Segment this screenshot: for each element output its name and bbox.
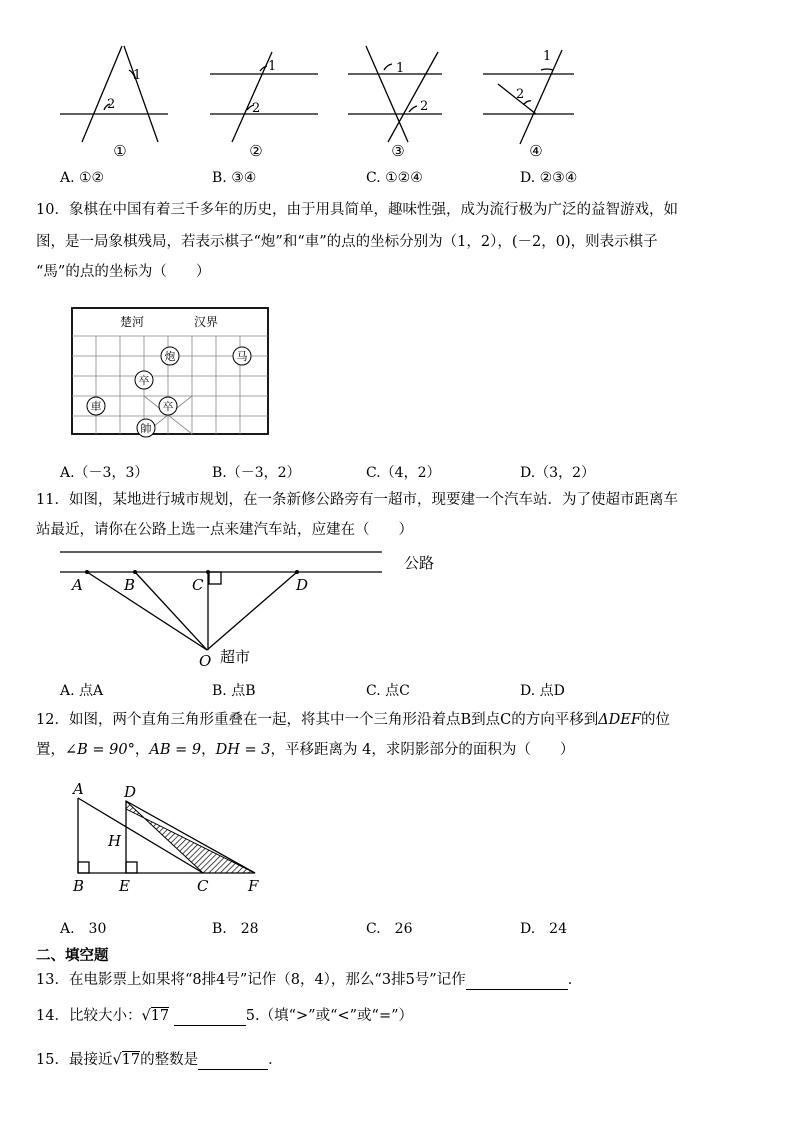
label-b: B [73,877,85,895]
point-a-label: A [72,576,83,594]
q10-stem-line3: “馬”的点的坐标为（ ） [36,264,211,280]
q9-angle2-label: 2 [252,101,261,116]
q11-option-b[interactable]: B. 点B [212,683,256,699]
q11-stem-line2: 站最近，请你在公路上选一点来建汽车站，应建在（ ） [36,522,413,538]
q15-text-mid: 的整数是 [140,1052,199,1068]
label-d: D [124,783,137,801]
q9-option-c[interactable]: C. ①②④ [366,170,423,186]
q9-angle2-label: 2 [107,97,116,112]
q12-text: 12．如图，两个直角三角形重叠在一起，将其中一个三角形沿着点B到点C的方向平移到 [36,712,599,728]
piece-che-label: 車 [90,400,102,413]
q9-angle2-label: 2 [420,99,429,114]
q12-option-a[interactable]: A. 30 [60,921,107,937]
board-river-left: 楚河 [120,315,145,329]
q9-fig1-line [124,46,158,142]
right-angle-mark [209,572,221,584]
q12-math-angle: ∠B = 90° [65,742,135,758]
q11-option-d[interactable]: D. 点D [520,683,565,699]
q9-fig3-arc [409,106,417,112]
q11-option-a[interactable]: A. 点A [60,683,104,699]
q13-end: ． [567,972,583,988]
q12-math-ab: AB = 9 [149,742,202,758]
q9-fig3-caption: ③ [391,142,405,160]
q9-fig1-line [82,46,122,142]
q12-sep: ， [134,742,150,758]
q14-stem [36,1006,413,1026]
piece-shuai-label: 帥 [140,422,152,435]
board-river-right: 汉界 [194,315,219,329]
piece-zu2-label: 卒 [162,400,174,413]
q10-stem-line2: 图，是一局象棋残局，若表示棋子“炮”和“車”的点的坐标分别为（1，2），(－2，0)，则表示棋子 [36,234,658,250]
q13-text: 13．在电影票上如果将“8排4号”记作（8，4），那么“3排5号”记作 [36,972,466,988]
q15-answer-blank[interactable] [198,1053,268,1070]
q12-math-def: ΔDEF [598,712,641,728]
q10-option-d[interactable]: D.（3，2） [520,465,595,481]
point-d-label: D [296,576,309,594]
q12-option-b[interactable]: B. 28 [212,921,259,937]
q9-option-a[interactable]: A. ①② [60,170,105,186]
q9-angle1-label: 1 [268,59,277,74]
q9-fig4-arc [524,101,531,104]
q14-sqrt: √17 [141,1008,170,1024]
q14-text: 14．比较大小： [36,1008,142,1024]
q12-stem-line1 [36,710,670,730]
q9-fig4-caption: ④ [529,142,543,160]
right-angle-e [126,862,137,873]
section-title-fill-blank: 二、填空题 [36,947,109,964]
q10-option-c[interactable]: C.（4，2） [366,465,441,481]
q10-option-b[interactable]: B.（－3，2） [212,465,301,481]
q9-angle2-label: 2 [516,87,525,102]
piece-pao-label: 炮 [164,350,176,363]
label-h: H [108,832,122,850]
q9-option-b[interactable]: B. ③④ [212,170,257,186]
q9-figures [0,0,794,170]
q14-sqrt-radicand: 17 [150,1008,170,1024]
q12-triangles-figure [60,778,280,898]
q9-fig2-caption: ② [249,142,263,160]
q11-stem-line1: 11．如图，某地进行城市规划，在一条新修公路旁有一超市，现要建一个汽车站．为了使超市距离车 [36,492,678,508]
point-o-label: O [199,652,212,670]
q15-sqrt-radicand: 17 [121,1052,141,1068]
q15-end: ． [268,1052,283,1068]
q12-sep: ， [201,742,216,758]
q12-text: 的位 [640,712,670,728]
q10-stem-line1: 10．象棋在中国有着三千多年的历史，由于用具简单，趣味性强，成为流行极为广泛的益智游戏，如 [36,202,678,218]
q13-stem [36,970,582,990]
q13-answer-blank[interactable] [466,973,568,990]
q12-math-dh: DH = 3 [215,742,271,758]
label-c: C [197,877,209,895]
q9-angle1-label: 1 [133,68,142,83]
piece-zu1-label: 卒 [138,374,150,387]
q9-fig4-arc [541,69,553,70]
label-f: F [248,877,259,895]
point-b-label: B [124,576,136,594]
chess-board [60,300,280,445]
segment-oa [87,572,207,650]
q11-road-figure [50,545,470,670]
q15-stem [36,1050,283,1070]
point-c-label: C [192,576,204,594]
q10-option-a[interactable]: A.（－3，3） [60,465,149,481]
q15-text: 15．最接近 [36,1052,113,1068]
q9-fig4-line [520,50,562,144]
q11-option-c[interactable]: C. 点C [366,683,410,699]
label-e: E [119,877,130,895]
q14-end: 5.（填“>”或“<”或“=”） [245,1008,414,1024]
q12-text: 置， [36,742,65,758]
q9-fig1-caption: ① [113,142,127,160]
q14-answer-blank[interactable] [174,1009,246,1026]
segment-df [126,801,255,873]
piece-ma-label: 马 [236,350,248,363]
q9-angle1-label: 1 [543,49,552,64]
q9-fig2-line [232,52,272,142]
q9-option-d[interactable]: D. ②③④ [520,170,578,186]
q9-fig3-arc [384,64,392,70]
q12-text: ，平移距离为 4，求阴影部分的面积为（ ） [270,742,575,758]
q12-option-d[interactable]: D. 24 [520,921,567,937]
supermarket-label: 超市 [220,648,251,666]
label-a: A [73,780,84,798]
q9-angle1-label: 1 [396,61,405,76]
q12-stem-line2 [36,740,574,760]
q15-sqrt: √17 [112,1052,141,1068]
road-label: 公路 [404,554,435,572]
q12-option-c[interactable]: C. 26 [366,921,413,937]
right-angle-b [78,862,89,873]
